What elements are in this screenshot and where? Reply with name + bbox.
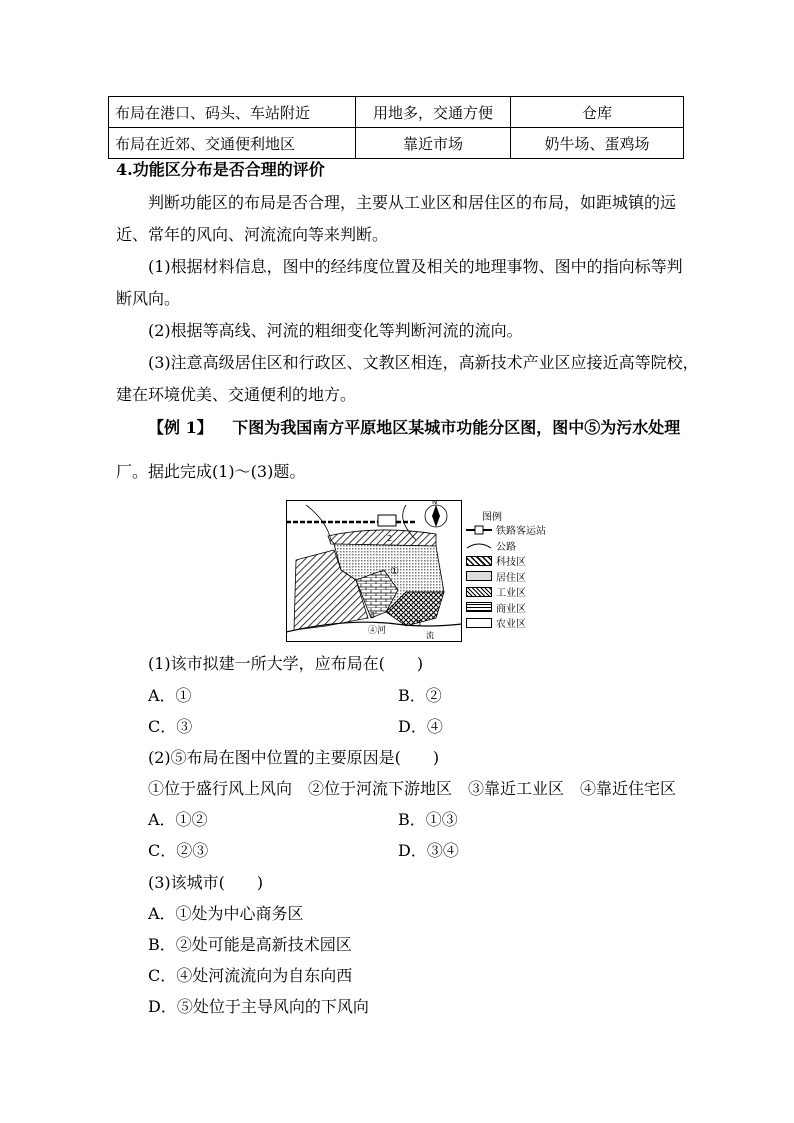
paragraph-line: 建在环境优美、交通便利的地方。 — [116, 385, 357, 404]
legend-item — [466, 553, 566, 569]
option-d: D．③④ — [398, 841, 459, 860]
table-row — [109, 128, 684, 159]
legend-item — [466, 600, 566, 616]
option-b: B．①③ — [398, 810, 458, 829]
legend-item — [466, 584, 566, 600]
river-label: 流 — [426, 631, 434, 640]
point-label-3: 3 — [370, 611, 376, 620]
example-text: 下图为我国南方平原地区某城市功能分区图，图中⑤为污水处理 — [232, 418, 681, 437]
legend-title: 图例 — [482, 512, 502, 523]
road-icon — [466, 540, 492, 550]
legend-item — [466, 569, 566, 585]
section-heading: 4.功能区分布是否合理的评价 — [116, 160, 325, 179]
legend-label: 工业区 — [496, 588, 526, 600]
legend-item — [466, 538, 566, 554]
point-label-5: 5 — [416, 619, 422, 628]
point-label-4: ④河 — [368, 626, 387, 636]
legend-label: 农业区 — [496, 619, 526, 631]
option-a: A．① — [148, 686, 192, 705]
paragraph-line: (2)根据等高线、河流的粗细变化等判断河流的流向。 — [148, 321, 523, 340]
legend-label: 科技区 — [496, 557, 526, 569]
example-intro — [148, 418, 708, 438]
table-cell: 布局在港口、码头、车站附近 — [109, 97, 356, 128]
table-cell: 布局在近郊、交通便利地区 — [109, 128, 356, 159]
legend-label: 商业区 — [496, 603, 526, 615]
north-label: N — [432, 500, 438, 506]
legend-label: 居住区 — [496, 572, 526, 584]
table-cell: 仓库 — [511, 97, 684, 128]
railway-station-icon — [466, 525, 492, 535]
option-c: C．④处河流流向为自东向西 — [148, 966, 353, 985]
railway-station — [378, 515, 396, 526]
commercial-swatch — [466, 602, 492, 612]
option-b: B．② — [398, 686, 442, 705]
legend-item — [466, 615, 566, 631]
table-row — [109, 97, 684, 128]
table-cell: 奶牛场、蛋鸡场 — [511, 128, 684, 159]
option-c: C．②③ — [148, 841, 209, 860]
paragraph-line: (1)根据材料信息，图中的经纬度位置及相关的地理事物、图中的指向标等判 — [148, 257, 683, 276]
paragraph-line: (3)注意高级居住区和行政区、文教区相连，高新技术产业区应接近高等院校， — [148, 353, 699, 372]
residential-swatch — [466, 571, 492, 581]
question-choices: ①位于盛行风上风向 ②位于河流下游地区 ③靠近工业区 ④靠近住宅区 — [148, 779, 677, 798]
industrial-swatch — [466, 587, 492, 597]
table-cell: 靠近市场 — [356, 128, 511, 159]
legend-label: 公路 — [496, 541, 516, 553]
question-stem: (1)该市拟建一所大学，应布局在( ) — [148, 654, 424, 673]
legend-item — [466, 522, 566, 538]
point-label-2: 2 — [387, 534, 393, 543]
paragraph-line: 近、常年的风向、河流流向等来判断。 — [116, 225, 389, 244]
example-label: 【例 1】 — [148, 418, 213, 437]
paragraph-line: 断风向。 — [116, 289, 181, 308]
option-b: B．②处可能是高新技术园区 — [148, 935, 352, 954]
option-a: A．①② — [148, 810, 208, 829]
function-zone-table — [108, 96, 684, 159]
agriculture-swatch — [466, 618, 492, 628]
table-cell: 用地多，交通方便 — [356, 97, 511, 128]
tech-zone-swatch — [466, 556, 492, 566]
legend-label: 铁路客运站 — [496, 526, 546, 538]
option-c: C．③ — [148, 717, 193, 736]
question-stem: (2)⑤布局在图中位置的主要原因是( ) — [148, 748, 440, 767]
option-d: D．⑤处位于主导风向的下风向 — [148, 997, 369, 1016]
option-d: D．④ — [398, 717, 443, 736]
city-zone-map — [286, 500, 462, 642]
point-label-1: ① — [390, 566, 399, 577]
question-stem: (3)该城市( ) — [148, 873, 264, 892]
option-a: A．①处为中心商务区 — [148, 904, 304, 923]
example-text-cont: 厂。据此完成(1)～(3)题。 — [116, 462, 306, 481]
map-legend — [466, 508, 566, 631]
paragraph-line: 判断功能区的布局是否合理，主要从工业区和居住区的布局，如距城镇的远 — [148, 193, 677, 212]
